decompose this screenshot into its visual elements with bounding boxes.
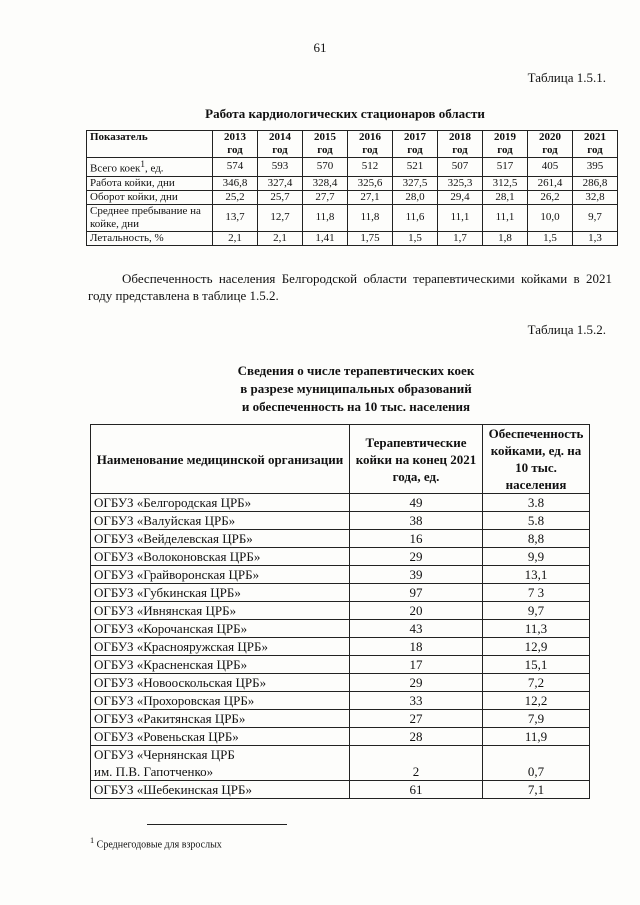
table1-metric-cell	[87, 204, 213, 231]
table2-row	[91, 638, 590, 656]
table1-value-cell: 13,7	[213, 204, 258, 231]
beds-cell: 28	[350, 728, 483, 746]
table1-value-cell: 1,75	[348, 231, 393, 245]
year-number: 2020	[539, 131, 561, 143]
table1-value-cell: 507	[438, 158, 483, 177]
beds-cell: 49	[350, 494, 483, 512]
table1-value-cell: 1,5	[393, 231, 438, 245]
table1-value-cell: 2,1	[213, 231, 258, 245]
rate-cell: 9,9	[483, 548, 590, 566]
footnote-text: Среднегодовые для взрослых	[96, 839, 222, 851]
table1-header-year	[213, 131, 258, 158]
table2-row	[91, 781, 590, 799]
table1-value-cell: 1,8	[483, 231, 528, 245]
footnote-divider	[147, 824, 287, 825]
beds-cell: 33	[350, 692, 483, 710]
organization-cell	[91, 728, 350, 746]
rate-cell: 7,2	[483, 674, 590, 692]
year-number: 2018	[449, 131, 471, 143]
table2-row	[91, 494, 590, 512]
rate-cell: 11,9	[483, 728, 590, 746]
table1-header-year	[528, 131, 573, 158]
table2-title-line: Сведения о числе терапевтических коек	[237, 363, 475, 378]
metric-label: Летальность, %	[90, 231, 164, 244]
table1-body	[87, 158, 618, 246]
table1-header-year	[348, 131, 393, 158]
table1-title: Работа кардиологических стационаров области	[205, 106, 485, 121]
table1-value-cell: 11,6	[393, 204, 438, 231]
organization-name: ОГБУЗ «Вейделевская ЦРБ»	[94, 531, 253, 546]
organization-name: ОГБУЗ «Краснояружская ЦРБ»	[94, 639, 268, 654]
organization-name: ОГБУЗ «Губкинская ЦРБ»	[94, 585, 241, 600]
beds-cell: 17	[350, 656, 483, 674]
year-number: 2015	[314, 131, 336, 143]
table2-body	[91, 494, 590, 799]
table2-row	[91, 620, 590, 638]
table1-value-cell: 512	[348, 158, 393, 177]
table1-value-cell: 26,2	[528, 190, 573, 204]
table2-row	[91, 692, 590, 710]
rate-cell: 9,7	[483, 602, 590, 620]
organization-cell	[91, 710, 350, 728]
table2-row	[91, 530, 590, 548]
footnote-ref: 1	[140, 159, 145, 169]
rate-cell: 13,1	[483, 566, 590, 584]
organization-cell	[91, 620, 350, 638]
year-suffix: год	[362, 144, 378, 156]
organization-name: ОГБУЗ «Шебекинская ЦРБ»	[94, 782, 253, 797]
beds-cell: 20	[350, 602, 483, 620]
table1-value-cell: 11,1	[483, 204, 528, 231]
year-number: 2013	[224, 131, 246, 143]
beds-cell: 43	[350, 620, 483, 638]
organization-cell	[91, 530, 350, 548]
table2-header-organization: Наименование медицинской организации	[91, 425, 350, 494]
beds-cell: 27	[350, 710, 483, 728]
organization-name-line2: им. П.В. Гапотченко»	[94, 764, 214, 779]
table1-value-cell: 25,7	[258, 190, 303, 204]
organization-name: ОГБУЗ «Чернянская ЦРБ	[94, 747, 235, 762]
organization-cell	[91, 584, 350, 602]
table1-value-cell: 593	[258, 158, 303, 177]
rate-cell: 12,9	[483, 638, 590, 656]
year-suffix: год	[497, 144, 513, 156]
year-number: 2016	[359, 131, 381, 143]
table2-title	[0, 362, 640, 416]
beds-cell: 97	[350, 584, 483, 602]
table1-value-cell: 27,7	[303, 190, 348, 204]
cardiology-table	[86, 130, 618, 246]
year-suffix: год	[317, 144, 333, 156]
organization-name: ОГБУЗ «Корочанская ЦРБ»	[94, 621, 248, 636]
organization-cell	[91, 494, 350, 512]
table1-value-cell: 1,5	[528, 231, 573, 245]
table1-value-cell: 10,0	[528, 204, 573, 231]
organization-cell	[91, 746, 350, 781]
table1-value-cell: 574	[213, 158, 258, 177]
table1-value-cell: 11,8	[348, 204, 393, 231]
organization-cell	[91, 781, 350, 799]
beds-cell: 29	[350, 674, 483, 692]
table2-title-line: и обеспеченность на 10 тыс. населения	[241, 399, 471, 414]
table1-value-cell: 521	[393, 158, 438, 177]
table2-label: Таблица 1.5.2.	[527, 322, 606, 337]
organization-name: ОГБУЗ «Волоконовская ЦРБ»	[94, 549, 261, 564]
year-suffix: год	[452, 144, 468, 156]
table2-row	[91, 746, 590, 781]
beds-cell: 29	[350, 548, 483, 566]
organization-cell	[91, 674, 350, 692]
table2-header-beds: Терапевтические койки на конец 2021 года, ед.	[350, 425, 483, 494]
beds-cell: 16	[350, 530, 483, 548]
beds-cell: 38	[350, 512, 483, 530]
year-suffix: год	[227, 144, 243, 156]
rate-cell: 15,1	[483, 656, 590, 674]
metric-unit: , ед.	[144, 162, 164, 175]
table1-metric-cell	[87, 231, 213, 245]
table1-header-year	[258, 131, 303, 158]
therapeutic-beds-table	[90, 424, 590, 799]
rate-cell: 7 3	[483, 584, 590, 602]
table1-label: Таблица 1.5.1.	[527, 70, 606, 85]
organization-name: ОГБУЗ «Ракитянская ЦРБ»	[94, 711, 246, 726]
table2-row	[91, 566, 590, 584]
table2-header-rate: Обеспеченность койками, ед. на 10 тыс. населения	[483, 425, 590, 494]
table1-value-cell: 1,41	[303, 231, 348, 245]
rate-cell: 5.8	[483, 512, 590, 530]
rate-cell: 7,9	[483, 710, 590, 728]
beds-paragraph: Обеспеченность населения Белгородской области терапевтическими койками в 2021 году представлена в таблице 1.5.2.	[88, 271, 612, 303]
organization-name: ОГБУЗ «Новооскольская ЦРБ»	[94, 675, 267, 690]
metric-label: Всего коек	[90, 162, 141, 175]
table1-value-cell: 2,1	[258, 231, 303, 245]
metric-label: Оборот койки, дни	[90, 190, 178, 203]
rate-cell: 3.8	[483, 494, 590, 512]
rate-cell: 11,3	[483, 620, 590, 638]
organization-name: ОГБУЗ «Ивнянская ЦРБ»	[94, 603, 237, 618]
organization-name: ОГБУЗ «Красненская ЦРБ»	[94, 657, 248, 672]
table2-row	[91, 710, 590, 728]
table1-value-cell: 32,8	[573, 190, 618, 204]
table2-header-row	[91, 425, 590, 494]
table2-row	[91, 548, 590, 566]
table1-value-cell: 25,2	[213, 190, 258, 204]
table1-value-cell: 29,4	[438, 190, 483, 204]
table1-value-cell: 27,1	[348, 190, 393, 204]
table1-row	[87, 176, 618, 190]
table1-metric-cell	[87, 158, 213, 177]
organization-cell	[91, 512, 350, 530]
table1-metric-cell	[87, 176, 213, 190]
table1-value-cell: 312,5	[483, 176, 528, 190]
table1-value-cell: 286,8	[573, 176, 618, 190]
metric-label: Работа койки, дни	[90, 176, 175, 189]
table1-value-cell: 328,4	[303, 176, 348, 190]
table2-title-line: в разрезе муниципальных образований	[240, 381, 472, 396]
table1-row	[87, 190, 618, 204]
rate-cell: 12,2	[483, 692, 590, 710]
organization-name: ОГБУЗ «Валуйская ЦРБ»	[94, 513, 236, 528]
organization-name: ОГБУЗ «Прохоровская ЦРБ»	[94, 693, 255, 708]
year-number: 2014	[269, 131, 291, 143]
table1-value-cell: 325,3	[438, 176, 483, 190]
organization-cell	[91, 656, 350, 674]
beds-cell: 2	[350, 746, 483, 781]
beds-cell: 18	[350, 638, 483, 656]
table1-value-cell: 517	[483, 158, 528, 177]
year-number: 2017	[404, 131, 426, 143]
beds-cell: 39	[350, 566, 483, 584]
table1-value-cell: 570	[303, 158, 348, 177]
metric-label: Среднее пребывание на койке, дни	[90, 204, 201, 230]
year-number: 2021	[584, 131, 606, 143]
table2-row	[91, 584, 590, 602]
table1-value-cell: 327,5	[393, 176, 438, 190]
organization-cell	[91, 602, 350, 620]
organization-cell	[91, 692, 350, 710]
table1-header-year	[393, 131, 438, 158]
rate-cell: 8,8	[483, 530, 590, 548]
year-suffix: год	[587, 144, 603, 156]
table1-value-cell: 11,8	[303, 204, 348, 231]
table1-value-cell: 1,3	[573, 231, 618, 245]
table1-row	[87, 158, 618, 177]
table2-row	[91, 728, 590, 746]
table1-header-year	[573, 131, 618, 158]
table1-row	[87, 231, 618, 245]
year-suffix: год	[542, 144, 558, 156]
organization-cell	[91, 638, 350, 656]
table1-header-year	[483, 131, 528, 158]
organization-cell	[91, 566, 350, 584]
table1-value-cell: 327,4	[258, 176, 303, 190]
footnote	[90, 836, 222, 850]
table1-value-cell: 346,8	[213, 176, 258, 190]
beds-cell: 61	[350, 781, 483, 799]
table1-header-year	[303, 131, 348, 158]
table1-value-cell: 325,6	[348, 176, 393, 190]
table1-value-cell: 395	[573, 158, 618, 177]
year-suffix: год	[272, 144, 288, 156]
table1-header-metric: Показатель	[87, 131, 213, 158]
table1-header-row	[87, 131, 618, 158]
organization-name: ОГБУЗ «Грайворонская ЦРБ»	[94, 567, 260, 582]
table1-metric-cell	[87, 190, 213, 204]
table2-row	[91, 602, 590, 620]
table1-row	[87, 204, 618, 231]
table2-row	[91, 512, 590, 530]
organization-cell	[91, 548, 350, 566]
table2-row	[91, 656, 590, 674]
table2-row	[91, 674, 590, 692]
table1-value-cell: 405	[528, 158, 573, 177]
year-suffix: год	[407, 144, 423, 156]
footnote-marker: 1	[90, 836, 95, 845]
table1-header-year	[438, 131, 483, 158]
rate-cell: 0,7	[483, 746, 590, 781]
page-number: 61	[313, 40, 327, 55]
table1-value-cell: 28,0	[393, 190, 438, 204]
year-number: 2019	[494, 131, 516, 143]
table1-value-cell: 1,7	[438, 231, 483, 245]
organization-name: ОГБУЗ «Ровеньская ЦРБ»	[94, 729, 239, 744]
table1-value-cell: 11,1	[438, 204, 483, 231]
table1-value-cell: 9,7	[573, 204, 618, 231]
table1-value-cell: 261,4	[528, 176, 573, 190]
organization-name: ОГБУЗ «Белгородская ЦРБ»	[94, 495, 252, 510]
rate-cell: 7,1	[483, 781, 590, 799]
table1-value-cell: 28,1	[483, 190, 528, 204]
table1-value-cell: 12,7	[258, 204, 303, 231]
